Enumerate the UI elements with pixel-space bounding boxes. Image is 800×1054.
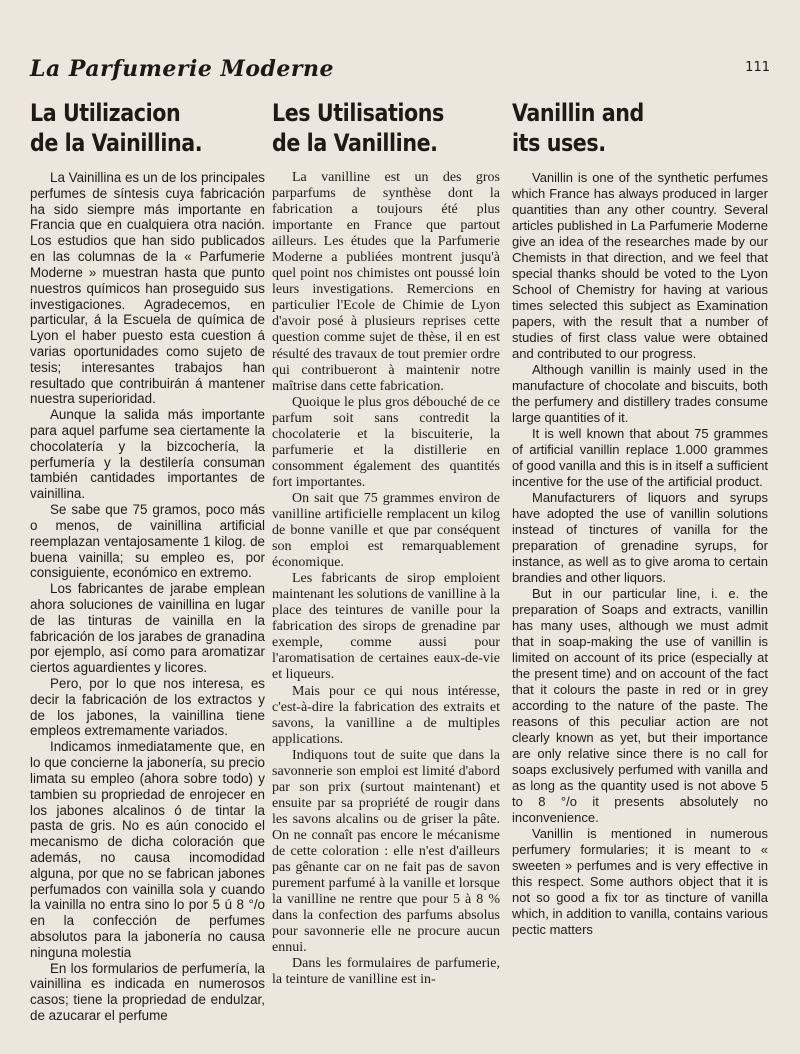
- article-body-spanish: [30, 170, 265, 1024]
- paragraph: Pero, por lo que nos interesa, es decir la fabricación de los extractos y de los jabones, la vainillina tiene empleos extremamente variados.: [30, 676, 265, 739]
- article-column-spanish: [30, 98, 265, 1024]
- article-column-french: [272, 98, 500, 988]
- paragraph: It is well known that about 75 grammes of artificial vanillin replace 1.000 grammes of good vanilla and this is in itself a sufficient incentive for the use of the artificial product.: [512, 426, 768, 489]
- paragraph: Dans les formulaires de parfumerie, la teinture de vanilline est in-: [272, 956, 500, 988]
- article-body-english: [512, 170, 768, 938]
- paragraph: La vanilline est un des gros parparfums de synthèse dont la fabrication a toujours été plus importante en France que partout ailleurs. Les études que la Parfumerie Moderne a publiées montrent jusqu'à quel point nos chimistes ont poussé loin leurs investigations. Remercions en particulier l'Ecole de Chimie de Lyon d'avoir posé à plusieurs reprises cette question comme sujet de thèse, il en est résulté des travaux de tout premier ordre qui contribueront à maintenir notre maîtrise dans cette fabrication.: [272, 170, 500, 394]
- paragraph: Although vanillin is mainly used in the manufacture of chocolate and biscuits, both the perfumery and distillery trades consume large quantities of it.: [512, 362, 768, 425]
- article-title-french: [272, 98, 468, 158]
- page-number: 111: [745, 60, 770, 75]
- paragraph: Indiquons tout de suite que dans la savonnerie son emploi est limité d'abord par son prix (surtout maintenant) et ensuite par sa propriété de rougir dans les savons alcalins ou de griser la pâte. On ne connaît pas encore le mécanisme de cette coloration : elle n'est d'ailleurs pas gênante car on ne fait pas de savon purement parfumé à la vanille et lorsque la vanilline ne rentre que pour 5 à 8 % dans la confection des parfums absolus pour savonnerie elle ne procure aucun ennui.: [272, 747, 500, 956]
- article-body-french: [272, 170, 500, 988]
- paragraph: En los formularios de perfumería, la vainillina es indicada en numerosos casos; tiene la propriedad de endulzar, de azucarar el perfume: [30, 960, 265, 1024]
- paragraph: Les fabricants de sirop emploient maintenant les solutions de vanilline à la place des teintures de vanille pour la fabrication des sirops de grenadine par exemple, comme aussi pour l'aromatisation de certaines eaux-de-vie et liqueurs.: [272, 571, 500, 683]
- paragraph: Indicamos inmediatamente que, en lo que concierne la jabonería, su precio limata su empleo (ahora sobre todo) y tambien su propriedad de enrojecer en los jabones alcalinos ó de tintar la pasta de gris. No es aún conocido el mecanismo de dicha coloración que además, no causa incomodidad alguna, por que no se fabrican jabones perfumados con vainilla sola y cuando la vainilla no entra sino lo por 5 ú 8 °/o en la confección de perfumes absolutos para la jabonería no causa ninguna molestia: [30, 739, 265, 960]
- paragraph: Vanillin is one of the synthetic perfumes which France has always produced in larger quantities than any other country. Several articles published in La Parfumerie Moderne give an idea of the researches made by our Chemists in that direction, and we feel that special thanks should be voted to the Lyon School of Chemistry for having at various times selected this subject as Examination papers, with the result that a number of studies of first class value were obtained and contributed to our progress.: [512, 170, 768, 361]
- paragraph: Mais pour ce qui nous intéresse, c'est-à-dire la fabrication des extraits et savons, la vanilline a de multiples applications.: [272, 683, 500, 747]
- paragraph: But in our particular line, i. e. the preparation of Soaps and extracts, vanillin has many uses, although we must admit that in soap-making the use of vanillin is limited on account of its price (especially at the present time) and on account of the fact that it colours the paste in red or in grey according to the nature of the paste. The reasons of this peculiar action are not clearly known as yet, but their importance are only relative since there is no call for soaps exclusively perfumed with vanilla and as long as the quantity used is not above 5 to 8 °/o it presents absolutely no inconvenience.: [512, 586, 768, 825]
- paragraph: Manufacturers of liquors and syrups have adopted the use of vanillin solutions instead of tinctures of vanilla for the preparation of grenadine syrups, for instance, as well as to give aroma to certain brandies and other liquors.: [512, 490, 768, 585]
- article-title-english: [512, 98, 732, 158]
- masthead: [30, 52, 770, 82]
- title-line: de la Vainillina.: [30, 129, 203, 157]
- title-line: La Utilizacion: [30, 99, 181, 127]
- paragraph: Aunque la salida más importante para aquel parfume sea ciertamente la chocolatería y la bizcochería, la perfumería y la destilería consuman también cantidades importantes de vainillina.: [30, 407, 265, 502]
- paragraph: Vanillin is mentioned in numerous perfumery formularies; it is meant to « sweeten » perfumes and is very effective in this respect. Some authors object that it is not so good a fix tor as tincture of vanilla which, in addition to vanilla, contains various pectic matters: [512, 826, 768, 937]
- paragraph: Se sabe que 75 gramos, poco más o menos, de vainillina artificial reemplazan ventajosamente 1 kilog. de buena vainilla; su empleo es, por consiguiente, económico en extremo.: [30, 502, 265, 581]
- paragraph: Quoique le plus gros débouché de ce parfum soit sans contredit la chocolaterie et la biscuiterie, la parfumerie et la distillerie en consomment également des quantités fort importantes.: [272, 394, 500, 490]
- paragraph: La Vainillina es un de los principales perfumes de síntesis cuya fabricación ha sido siempre más importante en Francia que en cualquiera otra nación. Los estudios que han sido publicados en las columnas de la « Parfumerie Moderne » muestran hasta que punto nuestros químicos han proseguido sus investigaciones. Agradecemos, en particular, á la Escuela de química de Lyon el haber puesto esta cuestion á varias oportunidades como sujeto de tesis; interesantes trabajos han resultado que contribuirán á mantener nuestra superioridad.: [30, 170, 265, 407]
- title-line: its uses.: [512, 129, 606, 157]
- paragraph: Los fabricantes de jarabe emplean ahora soluciones de vainillina en lugar de las tinturas de vainilla en la fabricación de los jarabes de granadina por ejemplo, así como para aromatizar ciertos aguardientes y licores.: [30, 581, 265, 676]
- article-title-spanish: [30, 98, 232, 158]
- paragraph: On sait que 75 grammes environ de vanilline artificielle remplacent un kilog de bonne vanille et que par conséquent son emploi est remarquablement économique.: [272, 490, 500, 571]
- title-line: Les Utilisations: [272, 99, 444, 127]
- title-line: de la Vanilline.: [272, 129, 438, 157]
- journal-title: La Parfumerie Moderne: [30, 56, 335, 82]
- title-line: Vanillin and: [512, 99, 644, 127]
- article-column-english: [512, 98, 768, 938]
